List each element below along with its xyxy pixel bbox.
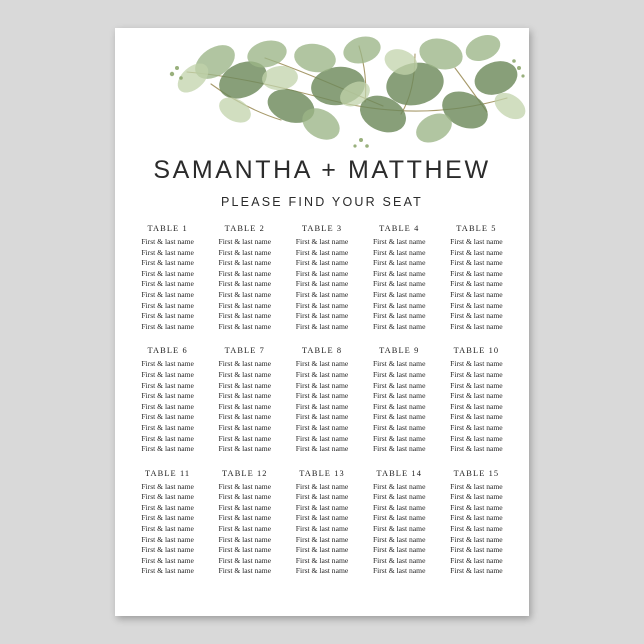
guest-name: First & last name xyxy=(295,258,349,268)
guest-name: First & last name xyxy=(141,380,194,390)
guest-name: First & last name xyxy=(295,412,349,422)
guest-name: First & last name xyxy=(218,391,272,401)
guest-name: First & last name xyxy=(372,237,426,246)
guest-name: First & last name xyxy=(295,279,349,289)
guest-name: First & last name xyxy=(218,279,272,289)
table-title: TABLE 11 xyxy=(144,468,191,478)
guest-name: First & last name xyxy=(141,566,194,576)
guest-name: First & last name xyxy=(372,545,426,555)
guest-name: First & last name xyxy=(218,524,272,534)
guest-name: First & last name xyxy=(141,359,194,369)
guest-name: First & last name xyxy=(372,380,426,390)
guest-name: First & last name xyxy=(295,268,349,278)
table-column xyxy=(206,346,283,454)
guest-name: First & last name xyxy=(141,258,194,268)
seating-chart-poster xyxy=(115,28,529,616)
guest-name: First & last name xyxy=(372,513,426,523)
guest-name: First & last name xyxy=(372,289,426,299)
guest-name: First & last name xyxy=(372,300,426,310)
guest-name: First & last name xyxy=(372,391,426,401)
guest-name: First & last name xyxy=(450,524,503,534)
guest-name: First & last name xyxy=(372,359,426,369)
guest-name: First & last name xyxy=(295,300,349,310)
table-column xyxy=(361,346,438,454)
guest-name: First & last name xyxy=(218,311,272,321)
guest-name: First & last name xyxy=(218,433,272,443)
guest-name: First & last name xyxy=(372,311,426,321)
guest-name: First & last name xyxy=(295,566,349,576)
guest-name: First & last name xyxy=(141,481,194,491)
guest-name: First & last name xyxy=(450,380,503,390)
guest-name: First & last name xyxy=(450,534,503,544)
guest-name: First & last name xyxy=(218,555,272,565)
guest-name: First & last name xyxy=(295,545,349,555)
guest-name: First & last name xyxy=(450,258,503,268)
guest-name: First & last name xyxy=(450,268,503,278)
table-column xyxy=(283,469,360,577)
guest-name: First & last name xyxy=(450,433,503,443)
guest-name: First & last name xyxy=(218,492,272,502)
guest-name: First & last name xyxy=(295,359,349,369)
table-column xyxy=(129,346,206,454)
table-title: TABLE 6 xyxy=(147,346,188,356)
guest-name: First & last name xyxy=(295,534,349,544)
table-column xyxy=(438,469,515,577)
table-title: TABLE 2 xyxy=(224,224,265,233)
guest-name: First & last name xyxy=(372,321,426,331)
table-column xyxy=(438,224,515,332)
guest-name: First & last name xyxy=(218,545,272,555)
guest-name: First & last name xyxy=(295,401,349,411)
guest-name: First & last name xyxy=(450,481,503,491)
guest-name: First & last name xyxy=(372,422,426,432)
guest-name: First & last name xyxy=(372,247,426,257)
guest-name: First & last name xyxy=(141,534,194,544)
guest-name: First & last name xyxy=(372,401,426,411)
guest-name: First & last name xyxy=(372,555,426,565)
guest-name: First & last name xyxy=(295,247,349,257)
guest-name: First & last name xyxy=(450,492,503,502)
guest-name: First & last name xyxy=(295,555,349,565)
guest-name: First & last name xyxy=(372,481,426,491)
table-column xyxy=(438,346,515,454)
couple-names: SAMANTHA + MATTHEW xyxy=(153,156,491,184)
guest-name: First & last name xyxy=(141,401,194,411)
guest-name: First & last name xyxy=(141,422,194,432)
guest-name: First & last name xyxy=(295,513,349,523)
table-column xyxy=(129,224,206,332)
poster-subtitle: PLEASE FIND YOUR SEAT xyxy=(220,195,424,209)
guest-name: First & last name xyxy=(295,422,349,432)
table-column xyxy=(283,224,360,332)
guest-name: First & last name xyxy=(295,311,349,321)
guest-name: First & last name xyxy=(372,492,426,502)
table-column xyxy=(283,346,360,454)
guest-name: First & last name xyxy=(295,369,349,379)
guest-name: First & last name xyxy=(141,524,194,534)
guest-name: First & last name xyxy=(141,311,194,321)
guest-name: First & last name xyxy=(141,433,194,443)
guest-name: First & last name xyxy=(372,444,426,454)
guest-name: First & last name xyxy=(141,555,194,565)
table-title: TABLE 8 xyxy=(301,346,343,356)
guest-name: First & last name xyxy=(372,524,426,534)
guest-name: First & last name xyxy=(372,279,426,289)
guest-name: First & last name xyxy=(218,534,272,544)
guest-name: First & last name xyxy=(295,321,349,331)
guest-name: First & last name xyxy=(141,268,194,278)
guest-name: First & last name xyxy=(141,492,194,502)
table-title: TABLE 1 xyxy=(147,224,188,233)
guest-name: First & last name xyxy=(450,247,503,257)
table-title: TABLE 7 xyxy=(224,346,265,356)
guest-name: First & last name xyxy=(218,321,272,331)
seating-grid xyxy=(129,224,515,591)
guest-name: First & last name xyxy=(450,412,503,422)
guest-name: First & last name xyxy=(372,433,426,443)
guest-name: First & last name xyxy=(450,289,503,299)
guest-name: First & last name xyxy=(372,566,426,576)
guest-name: First & last name xyxy=(450,311,503,321)
guest-name: First & last name xyxy=(218,237,272,246)
guest-name: First & last name xyxy=(450,555,503,565)
guest-name: First & last name xyxy=(450,300,503,310)
guest-name: First & last name xyxy=(218,502,272,512)
table-title: TABLE 9 xyxy=(379,346,420,356)
guest-name: First & last name xyxy=(450,279,503,289)
guest-name: First & last name xyxy=(218,566,272,576)
table-title: TABLE 3 xyxy=(301,224,343,233)
guest-name: First & last name xyxy=(295,481,349,491)
guest-name: First & last name xyxy=(141,279,194,289)
table-title: TABLE 12 xyxy=(222,468,268,478)
guest-name: First & last name xyxy=(141,237,194,246)
guest-name: First & last name xyxy=(295,237,349,246)
table-title: TABLE 10 xyxy=(453,346,500,356)
guest-name: First & last name xyxy=(141,369,194,379)
guest-name: First & last name xyxy=(295,444,349,454)
guest-name: First & last name xyxy=(450,237,503,246)
guest-name: First & last name xyxy=(141,289,194,299)
guest-name: First & last name xyxy=(141,444,194,454)
guest-name: First & last name xyxy=(141,321,194,331)
table-column xyxy=(361,224,438,332)
title-block xyxy=(115,156,529,209)
guest-name: First & last name xyxy=(450,391,503,401)
table-row xyxy=(129,346,515,454)
guest-name: First & last name xyxy=(218,401,272,411)
guest-name: First & last name xyxy=(372,268,426,278)
guest-name: First & last name xyxy=(372,258,426,268)
guest-name: First & last name xyxy=(218,513,272,523)
guest-name: First & last name xyxy=(295,502,349,512)
guest-name: First & last name xyxy=(450,321,503,331)
guest-name: First & last name xyxy=(372,412,426,422)
guest-name: First & last name xyxy=(141,502,194,512)
table-column xyxy=(206,224,283,332)
table-title: TABLE 15 xyxy=(453,468,500,478)
eucalyptus-branch-icon xyxy=(115,28,529,153)
guest-name: First & last name xyxy=(295,380,349,390)
guest-name: First & last name xyxy=(450,566,503,576)
guest-name: First & last name xyxy=(372,369,426,379)
guest-name: First & last name xyxy=(218,369,272,379)
table-column xyxy=(361,469,438,577)
table-row xyxy=(129,469,515,577)
guest-name: First & last name xyxy=(218,380,272,390)
guest-name: First & last name xyxy=(295,391,349,401)
guest-name: First & last name xyxy=(218,247,272,257)
table-row xyxy=(129,224,515,332)
guest-name: First & last name xyxy=(295,492,349,502)
table-title: TABLE 14 xyxy=(376,468,422,478)
guest-name: First & last name xyxy=(218,412,272,422)
guest-name: First & last name xyxy=(218,268,272,278)
guest-name: First & last name xyxy=(218,289,272,299)
guest-name: First & last name xyxy=(218,258,272,268)
guest-name: First & last name xyxy=(141,247,194,257)
guest-name: First & last name xyxy=(450,401,503,411)
table-column xyxy=(206,469,283,577)
guest-name: First & last name xyxy=(218,359,272,369)
guest-name: First & last name xyxy=(295,524,349,534)
guest-name: First & last name xyxy=(450,359,503,369)
guest-name: First & last name xyxy=(218,422,272,432)
guest-name: First & last name xyxy=(141,391,194,401)
table-title: TABLE 13 xyxy=(299,468,345,478)
guest-name: First & last name xyxy=(450,545,503,555)
guest-name: First & last name xyxy=(295,433,349,443)
guest-name: First & last name xyxy=(372,502,426,512)
guest-name: First & last name xyxy=(450,369,503,379)
guest-name: First & last name xyxy=(141,300,194,310)
guest-name: First & last name xyxy=(218,444,272,454)
guest-name: First & last name xyxy=(450,444,503,454)
guest-name: First & last name xyxy=(141,412,194,422)
guest-name: First & last name xyxy=(141,545,194,555)
guest-name: First & last name xyxy=(218,300,272,310)
table-title: TABLE 5 xyxy=(456,224,497,233)
guest-name: First & last name xyxy=(372,534,426,544)
table-column xyxy=(129,469,206,577)
guest-name: First & last name xyxy=(450,422,503,432)
guest-name: First & last name xyxy=(450,502,503,512)
guest-name: First & last name xyxy=(141,513,194,523)
guest-name: First & last name xyxy=(295,289,349,299)
guest-name: First & last name xyxy=(450,513,503,523)
table-title: TABLE 4 xyxy=(379,224,420,233)
guest-name: First & last name xyxy=(218,481,272,491)
